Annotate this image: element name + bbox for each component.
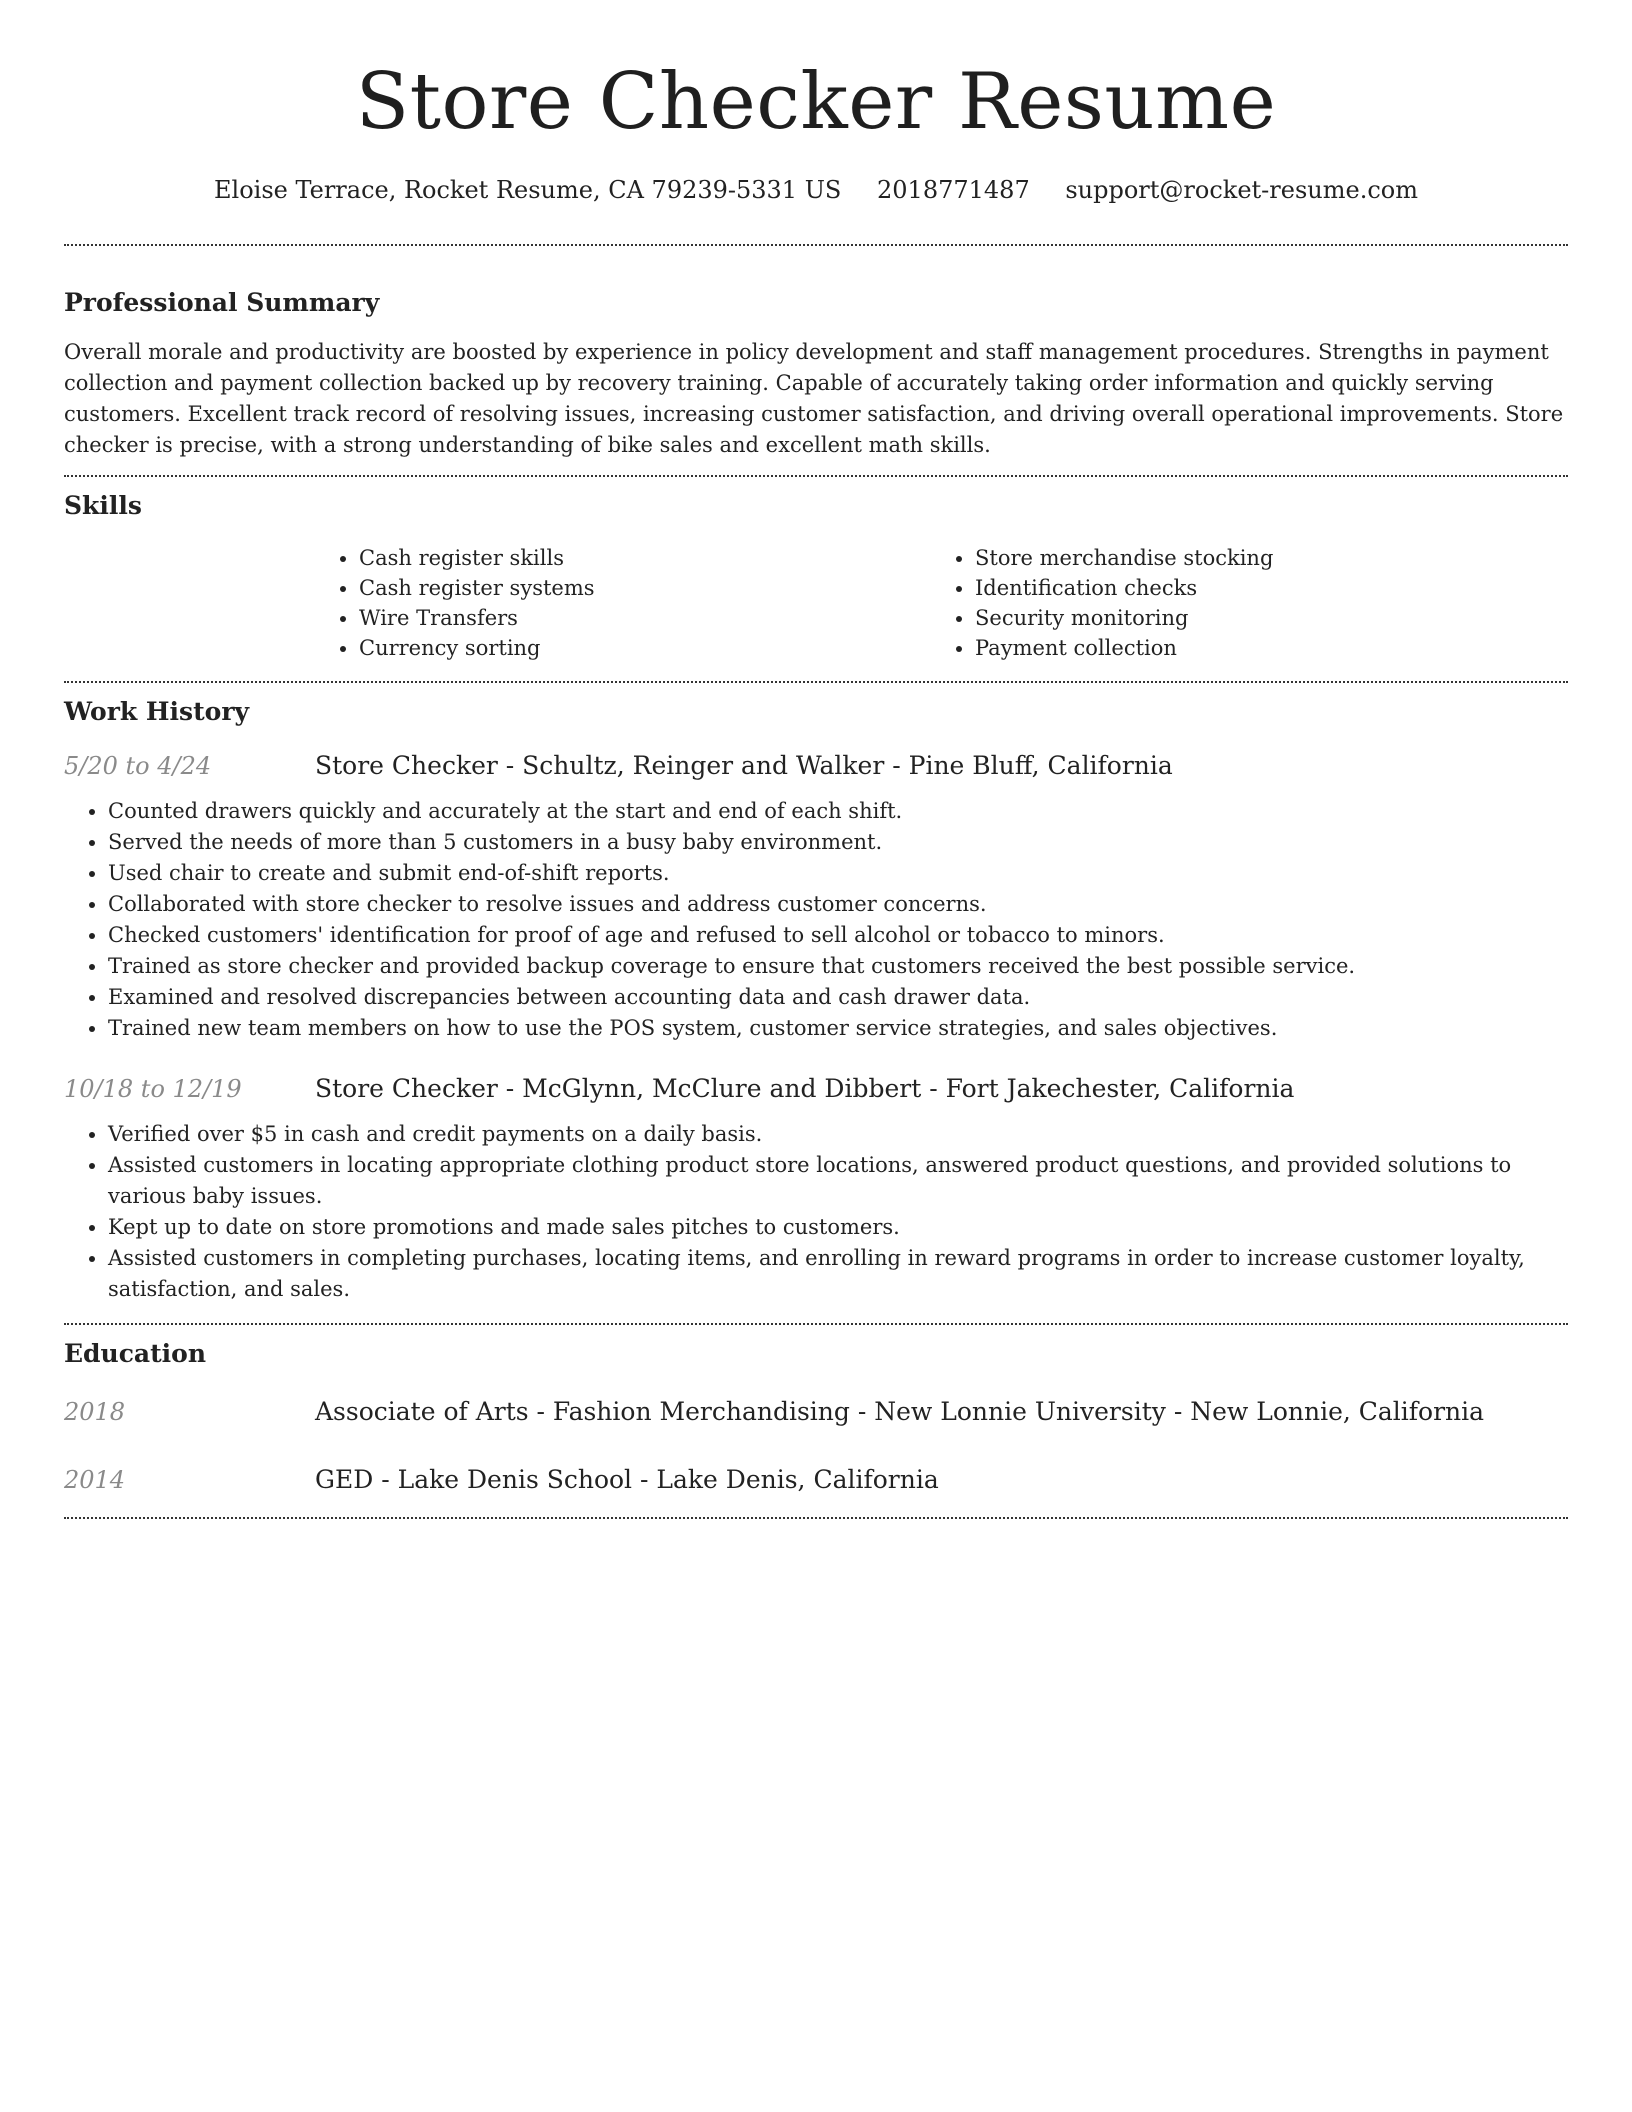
job-header <box>64 749 1568 783</box>
job-bullet: • Assisted customers in completing purchases, locating items, and enrolling in reward programs in order to increase customer loyalty, satisfaction, and sales. <box>108 1243 1568 1305</box>
divider <box>64 681 1568 683</box>
job-bullet: • Used chair to create and submit end-of-shift reports. <box>108 858 1568 889</box>
job-bullets <box>64 796 1568 1044</box>
job-bullet: • Verified over $5 in cash and credit payments on a daily basis. <box>108 1119 1568 1150</box>
work-history-heading: Work History <box>64 697 250 726</box>
divider <box>64 244 1568 246</box>
skills-section <box>64 489 1568 663</box>
work-history-section <box>64 695 1568 1305</box>
skill-item: • Payment collection <box>975 633 1547 663</box>
skills-column-right <box>931 543 1547 663</box>
job-header <box>64 1072 1568 1106</box>
education-title: GED - Lake Denis School - Lake Denis, California <box>315 1465 939 1494</box>
job-bullet: • Checked customers' identification for proof of age and refused to sell alcohol or tobacco to minors. <box>108 920 1568 951</box>
job-entry <box>64 749 1568 1044</box>
education-year: 2018 <box>64 1398 126 1426</box>
summary-section <box>64 286 1568 461</box>
skill-item: • Identification checks <box>975 573 1547 603</box>
job-dates: 10/18 to 12/19 <box>64 1075 242 1103</box>
skills-heading: Skills <box>64 491 142 520</box>
contact-line <box>64 172 1568 208</box>
education-entry <box>64 1463 1568 1497</box>
contact-address: Eloise Terrace, Rocket Resume, CA 79239-5331 US <box>214 176 842 204</box>
education-entry <box>64 1395 1568 1429</box>
job-bullet: • Collaborated with store checker to resolve issues and address customer concerns. <box>108 889 1568 920</box>
contact-email: support@rocket-resume.com <box>1065 176 1418 204</box>
job-bullet: • Examined and resolved discrepancies between accounting data and cash drawer data. <box>108 982 1568 1013</box>
skill-item: • Cash register skills <box>359 543 931 573</box>
job-entry <box>64 1072 1568 1305</box>
summary-heading: Professional Summary <box>64 288 380 317</box>
job-bullet: • Counted drawers quickly and accurately at the start and end of each shift. <box>108 796 1568 827</box>
job-title: Store Checker - McGlynn, McClure and Dibbert - Fort Jakechester, California <box>315 1074 1295 1103</box>
contact-phone: 2018771487 <box>877 176 1030 204</box>
skill-item: • Store merchandise stocking <box>975 543 1547 573</box>
education-section <box>64 1337 1568 1497</box>
job-bullet: • Kept up to date on store promotions and made sales pitches to customers. <box>108 1212 1568 1243</box>
education-title: Associate of Arts - Fashion Merchandising - New Lonnie University - New Lonnie, California <box>315 1397 1485 1426</box>
summary-text: Overall morale and productivity are boosted by experience in policy development and staff management procedures. Strengths in payment collection and payment collection backed up by recovery training. Capable of accurately taking order information and quickly serving customers. Excellent track record of resolving issues, increasing customer satisfaction, and driving overall operational improvements. Store checker is precise, with a strong understanding of bike sales and excellent math skills. <box>64 340 1564 457</box>
divider <box>64 475 1568 477</box>
job-title: Store Checker - Schultz, Reinger and Walker - Pine Bluff, California <box>315 751 1173 780</box>
divider <box>64 1517 1568 1519</box>
resume-title: Store Checker Resume <box>355 57 1277 147</box>
job-bullet: • Trained new team members on how to use the POS system, customer service strategies, and sales objectives. <box>108 1013 1568 1044</box>
education-year: 2014 <box>64 1466 126 1494</box>
job-bullet: • Assisted customers in locating appropriate clothing product store locations, answered product questions, and provided solutions to various baby issues. <box>108 1150 1568 1212</box>
skills-column-left <box>315 543 931 663</box>
skill-item: • Security monitoring <box>975 603 1547 633</box>
skill-item: • Currency sorting <box>359 633 931 663</box>
education-heading: Education <box>64 1339 207 1368</box>
skill-item: • Wire Transfers <box>359 603 931 633</box>
job-dates: 5/20 to 4/24 <box>64 752 212 780</box>
skills-list <box>315 543 1568 663</box>
job-bullet: • Trained as store checker and provided backup coverage to ensure that customers received the best possible service. <box>108 951 1568 982</box>
divider <box>64 1323 1568 1325</box>
skill-item: • Cash register systems <box>359 573 931 603</box>
job-bullet: • Served the needs of more than 5 customers in a busy baby environment. <box>108 827 1568 858</box>
job-bullets <box>64 1119 1568 1305</box>
